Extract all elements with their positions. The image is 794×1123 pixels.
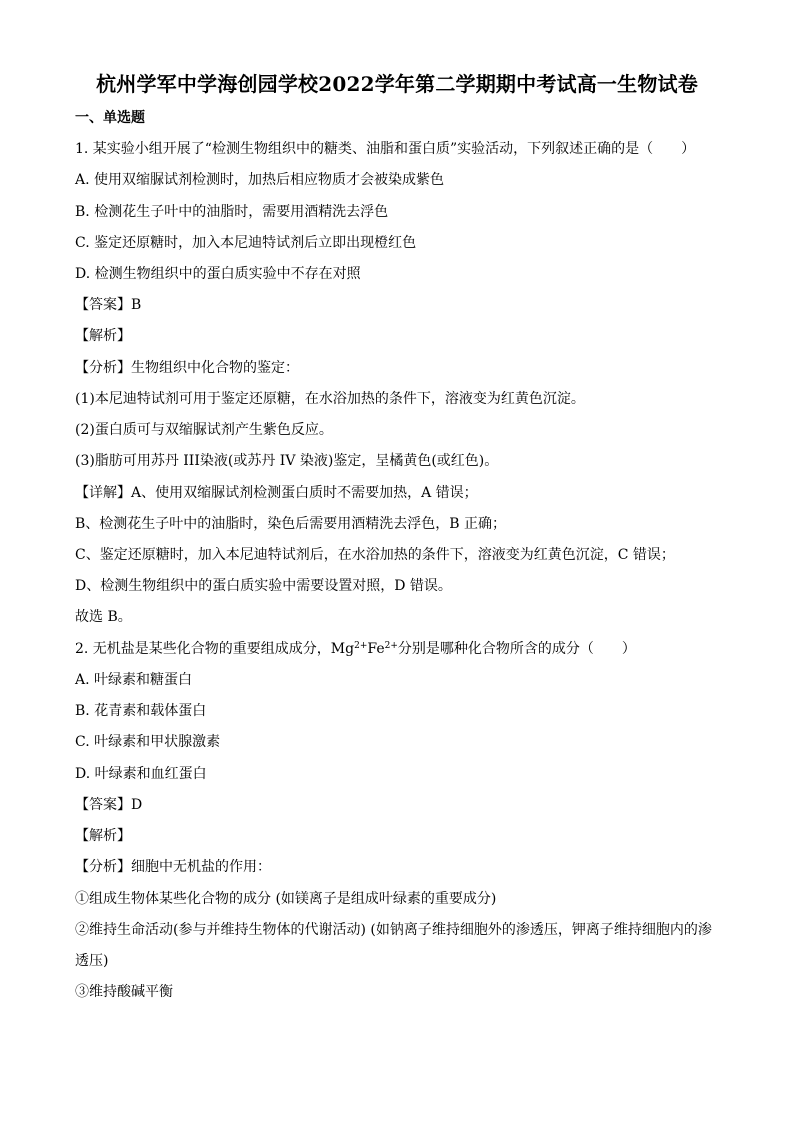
- q1-analysis-line: 【详解】A、使用双缩脲试剂检测蛋白质时不需要加热，A 错误；: [75, 485, 478, 501]
- q2-analysis-line: 【分析】细胞中无机盐的作用：: [75, 859, 271, 875]
- q1-analysis-line: D、检测生物组织中的蛋白质实验中需要设置对照，D 错误。: [75, 578, 452, 594]
- q2-analysis-line: ①组成生物体某些化合物的成分 (如镁离子是组成叶绿素的重要成分): [75, 891, 497, 907]
- q1-analysis-line: C、鉴定还原糖时，加入本尼迪特试剂后，在水浴加热的条件下，溶液变为红黄色沉淀，C 错误；: [75, 547, 675, 563]
- q1-analysis-line: (2)蛋白质可与双缩脲试剂产生紫色反应。: [75, 422, 333, 438]
- q1-option-d: D. 检测生物组织中的蛋白质实验中不存在对照: [75, 266, 361, 282]
- q2-analysis-line: 透压): [75, 953, 109, 969]
- q1-option-c: C. 鉴定还原糖时，加入本尼迪特试剂后立即出现橙红色: [75, 235, 417, 251]
- q2-analysis-label: 【解析】: [75, 828, 131, 844]
- q2-stem-text: 2. 无机盐是某些化合物的重要组成成分，Mg: [75, 641, 355, 657]
- page-title: 杭州学军中学海创园学校2022学年第二学期期中考试高一生物试卷: [96, 72, 698, 96]
- q1-option-b: B. 检测花生子叶中的油脂时，需要用酒精洗去浮色: [75, 204, 389, 220]
- q1-analysis-line: 【分析】生物组织中化合物的鉴定：: [75, 360, 299, 376]
- q2-stem: [75, 639, 636, 659]
- q2-option-b: B. 花青素和载体蛋白: [75, 703, 207, 719]
- q2-stem-text: Fe: [367, 641, 385, 657]
- q2-analysis-line: ②维持生命活动(参与并维持生物体的代谢活动) (如钠离子维持细胞外的渗透压，钾离子维持细胞内的渗: [75, 922, 712, 938]
- section-heading: 一、单选题: [75, 110, 145, 126]
- q1-analysis-line: B、检测花生子叶中的油脂时，染色后需要用酒精洗去浮色，B 正确；: [75, 516, 507, 532]
- q2-analysis-line: ③维持酸碱平衡: [75, 984, 173, 1000]
- q1-analysis-label: 【解析】: [75, 328, 131, 344]
- q2-stem-superscript: 2+: [354, 641, 368, 651]
- q2-stem-text: 分别是哪种化合物所含的成分（ ）: [397, 641, 636, 657]
- q1-stem: 1. 某实验小组开展了“检测生物组织中的糖类、油脂和蛋白质”实验活动，下列叙述正确的是（ ）: [75, 141, 696, 157]
- q2-stem-superscript: 2+: [384, 641, 398, 651]
- q1-answer: 【答案】B: [75, 297, 142, 313]
- q1-analysis-line: (1)本尼迪特试剂可用于鉴定还原糖，在水浴加热的条件下，溶液变为红黄色沉淀。: [75, 391, 585, 407]
- q2-option-a: A. 叶绿素和糖蛋白: [75, 672, 193, 688]
- q1-analysis-line: (3)脂肪可用苏丹 III染液(或苏丹 IV 染液)鉴定，呈橘黄色(或红色)。: [75, 453, 499, 469]
- q1-analysis-line: 故选 B。: [75, 609, 132, 625]
- q2-answer: 【答案】D: [75, 797, 143, 813]
- q2-option-d: D. 叶绿素和血红蛋白: [75, 766, 207, 782]
- q2-option-c: C. 叶绿素和甲状腺激素: [75, 734, 221, 750]
- q1-option-a: A. 使用双缩脲试剂检测时，加热后相应物质才会被染成紫色: [75, 172, 445, 188]
